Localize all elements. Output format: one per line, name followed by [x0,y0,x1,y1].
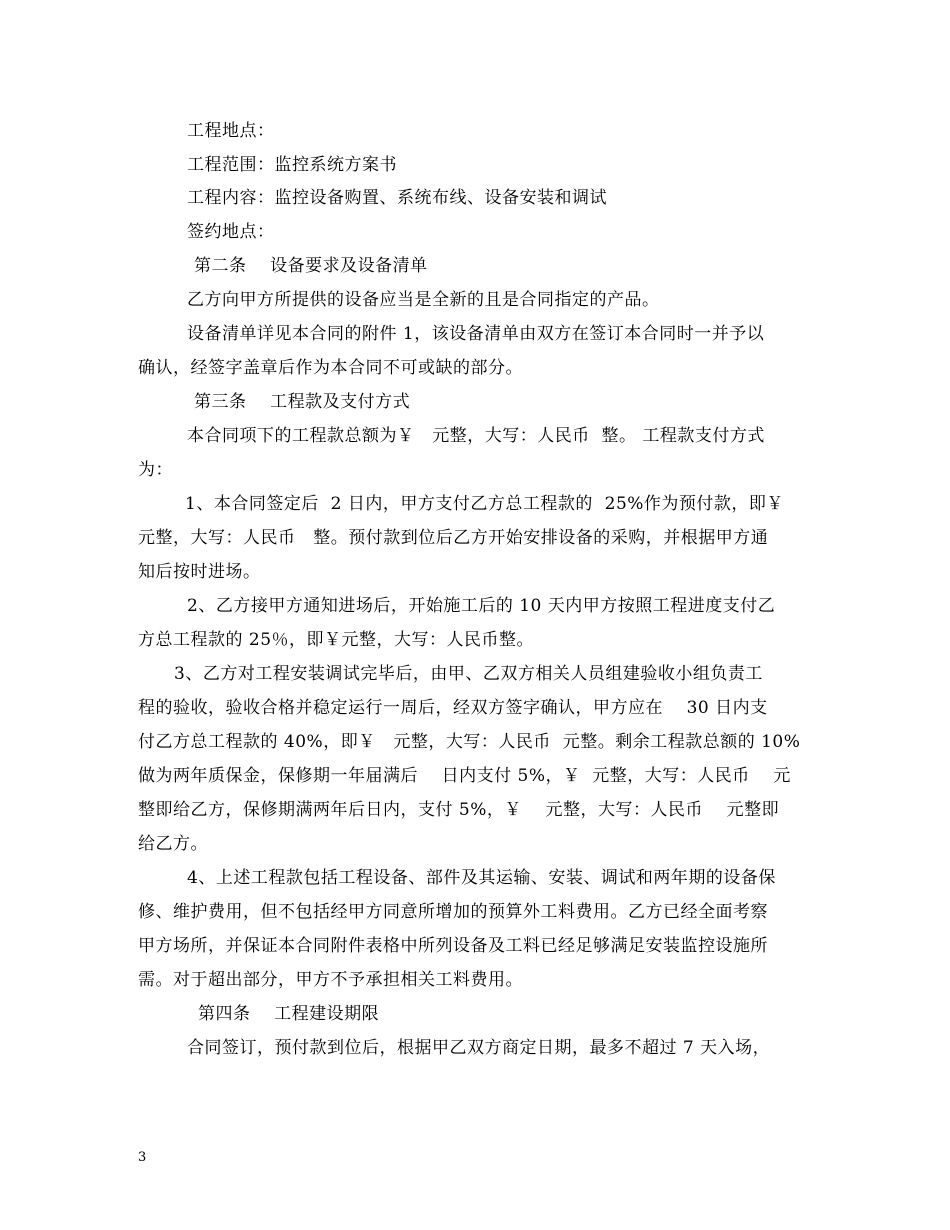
text-line: 乙方向甲方所提供的设备应当是全新的且是合同指定的产品。 [187,290,660,310]
text-line: 给乙方。 [138,834,208,854]
text-line: 付乙方总工程款的 40%，即￥ 元整，大写：人民币 元整。剩余工程款总额的 10% [138,732,801,752]
text-line: 设备清单详见本合同的附件 1，该设备清单由双方在签订本合同时一并予以 [187,324,765,344]
text-line: 签约地点： [187,222,275,242]
text-line: 工程内容：监控设备购置、系统布线、设备安装和调试 [187,188,607,208]
section-heading: 第三条 工程款及支付方式 [194,392,411,412]
text-line: 确认，经签字盖章后作为本合同不可或缺的部分。 [138,358,523,378]
text-line: 甲方场所，并保证本合同附件表格中所列设备及工料已经足够满足安装监控设施所 [138,936,768,956]
text-line: 合同签订，预付款到位后，根据甲乙双方商定日期，最多不超过 7 天入场， [187,1038,771,1058]
text-line: 1、本合同签定后 2 日内，甲方支付乙方总工程款的 25%作为预付款，即￥ [185,494,784,514]
text-line: 方总工程款的 25％，即￥元整，大写：人民币整。 [138,630,535,650]
text-line: 工程地点： [187,121,275,141]
text-line: 知后按时进场。 [138,562,261,582]
text-line: 本合同项下的工程款总额为￥ 元整，大写：人民币 整。 工程款支付方式 [187,426,765,446]
text-line: 程的验收，验收合格并稳定运行一周后，经双方签字确认，甲方应在 30 日内支 [138,698,768,718]
text-line: 4、上述工程款包括工程设备、部件及其运输、安装、调试和两年期的设备保 [187,868,776,888]
text-line: 2、乙方接甲方通知进场后，开始施工后的 10 天内甲方按照工程进度支付乙 [187,596,776,616]
section-heading: 第四条 工程建设期限 [198,1004,380,1024]
text-line: 工程范围：监控系统方案书 [187,155,397,175]
page-number: 3 [138,1150,147,1165]
text-line: 3、乙方对工程安装调试完毕后，由甲、乙双方相关人员组建验收小组负责工 [174,664,763,684]
text-line: 需。对于超出部分，甲方不予承担相关工料费用。 [138,970,523,990]
section-heading: 第二条 设备要求及设备清单 [194,256,428,276]
text-line: 为： [138,460,173,480]
text-line: 整即给乙方，保修期满两年后日内，支付 5%，￥ 元整，大写：人民币 元整即 [138,800,780,820]
text-line: 修、维护费用，但不包括经甲方同意所增加的预算外工料费用。乙方已经全面考察 [138,902,768,922]
text-line: 元整，大写：人民币 整。预付款到位后乙方开始安排设备的采购，并根据甲方通 [138,528,769,548]
text-line: 做为两年质保金，保修期一年届满后 日内支付 5%，￥ 元整，大写：人民币 元 [138,766,791,786]
